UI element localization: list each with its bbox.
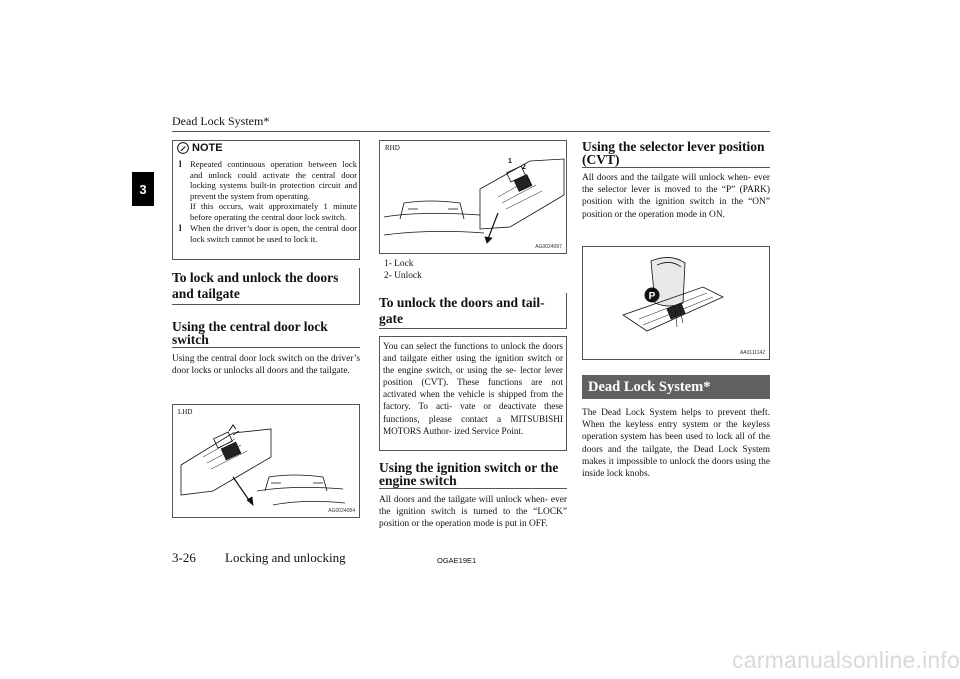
header-rule [172,131,770,132]
figure-legend [384,258,572,282]
note-item: l Repeated continuous operation between lock and unlock could activate the central door locking systems built-in protection circuit and prevent the system from operating. If this occurs, wait approximately 1 minute before operating the central door lock switch. [179,159,357,222]
figure-rhd [379,140,567,254]
paragraph-central-switch: Using the central door lock switch on the driver’s door locks or unlocks all doors and the tailgate. [172,354,360,377]
bullet-icon: l [179,223,182,233]
watermark: carmanualsonline.info [732,647,960,673]
legend-item: 2- Unlock [384,271,422,281]
section-title-lock-unlock: To lock and unlock the doors and tailgate [172,268,360,305]
note-header [177,142,223,154]
chapter-tab: 3 [132,172,154,206]
section-banner-dead-lock: Dead Lock System* [582,375,770,399]
door-lock-switch-illustration [380,141,566,253]
section-title-unlock: To unlock the doors and tail- gate [379,293,567,329]
figure-label: LHD [178,408,193,416]
park-marker: P [648,291,656,302]
figure-code: AG0024097 [535,244,562,250]
bullet-icon: l [179,159,182,169]
paragraph-dead-lock: The Dead Lock System helps to prevent theft. When the keyless entry system or the keyless operation system has been used to lock all of the doors and the tailgate, the Dead Lock System makes it impossible to unlock the doors using the inside lock knobs. [582,408,770,480]
note-pencil-icon [177,142,189,154]
subsection-title-central-switch: Using the central door lock switch [172,320,360,348]
figure-selector-lever [582,246,770,360]
subsection-title-ignition-switch: Using the ignition switch or the engine switch [379,461,567,489]
door-lock-switch-illustration [173,405,359,517]
figure-lhd [172,404,360,518]
figure-code: AG0024084 [328,508,355,514]
subsection-title-selector-lever: Using the selector lever position (CVT) [582,140,770,168]
figure-code: AA0111142 [739,350,765,356]
note-list [179,159,357,245]
paragraph-selector-lever: All doors and the tailgate will unlock when- ever the selector lever is moved to the “P” (PARK) position with the ignition switch in the “ON” position or the operation mode in ON. [582,173,770,220]
svg-text:1: 1 [508,158,512,165]
footer-section-name: Locking and unlocking [225,550,346,565]
note-item: l When the driver’s door is open, the central door lock switch cannot be used to lock it. [179,223,357,244]
selector-lever-illustration [583,247,769,359]
note-box [172,140,360,260]
page-number: 3-26 [172,550,196,565]
svg-text:2: 2 [522,164,526,171]
running-header: Dead Lock System* [172,114,270,128]
note-label: NOTE [192,142,223,154]
legend-item: 1- Lock [384,259,414,269]
paragraph-ignition-switch: All doors and the tailgate will unlock when- ever the ignition switch is turned to the “LOCK” position or the operation mode is put in OFF. [379,495,567,530]
figure-label: RHD [385,144,400,152]
info-box-functions: You can select the functions to unlock the doors and tailgate either using the ignition switch or the engine switch, or using the se- lector lever position (CVT). These functions are not activated when the vehicle is shipped from the factory. To acti- vate or deactivate these functions, please contact a MITSUBISHI MOTORS Author- ized Service Point. [379,336,567,451]
footer-doc-code: OGAE19E1 [437,556,477,565]
